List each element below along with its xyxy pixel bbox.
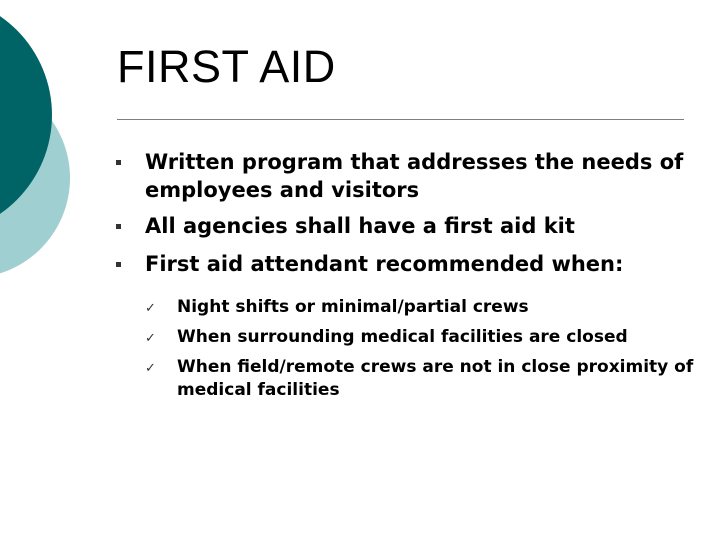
bullet-text: First aid attendant recommended when: <box>145 252 624 276</box>
square-bullet-icon <box>116 160 121 165</box>
decorative-circles <box>0 0 90 300</box>
sub-bullet-text: When surrounding medical facilities are closed <box>177 327 628 347</box>
sub-bullet-text: When field/remote crews are not in close proximity of medical facilities <box>177 357 694 400</box>
sub-bullet-item <box>145 296 712 319</box>
bullet-text: All agencies shall have a first aid kit <box>145 214 575 238</box>
bullet-item <box>112 148 712 204</box>
square-bullet-icon <box>116 262 121 267</box>
checkmark-icon: ✓ <box>145 361 156 376</box>
bullet-list <box>112 148 712 412</box>
checkmark-icon: ✓ <box>145 301 156 316</box>
checkmark-icon: ✓ <box>145 331 156 346</box>
sub-bullet-item <box>145 326 712 349</box>
slide-title: FIRST AID <box>117 41 336 92</box>
square-bullet-icon <box>116 224 121 229</box>
bullet-item <box>112 212 712 240</box>
bullet-item <box>112 250 712 402</box>
sub-bullet-list <box>145 296 712 402</box>
sub-bullet-text: Night shifts or minimal/partial crews <box>177 297 529 317</box>
sub-bullet-item <box>145 356 712 402</box>
bullet-text: Written program that addresses the needs of employees and visitors <box>145 150 684 202</box>
title-divider <box>117 119 684 120</box>
